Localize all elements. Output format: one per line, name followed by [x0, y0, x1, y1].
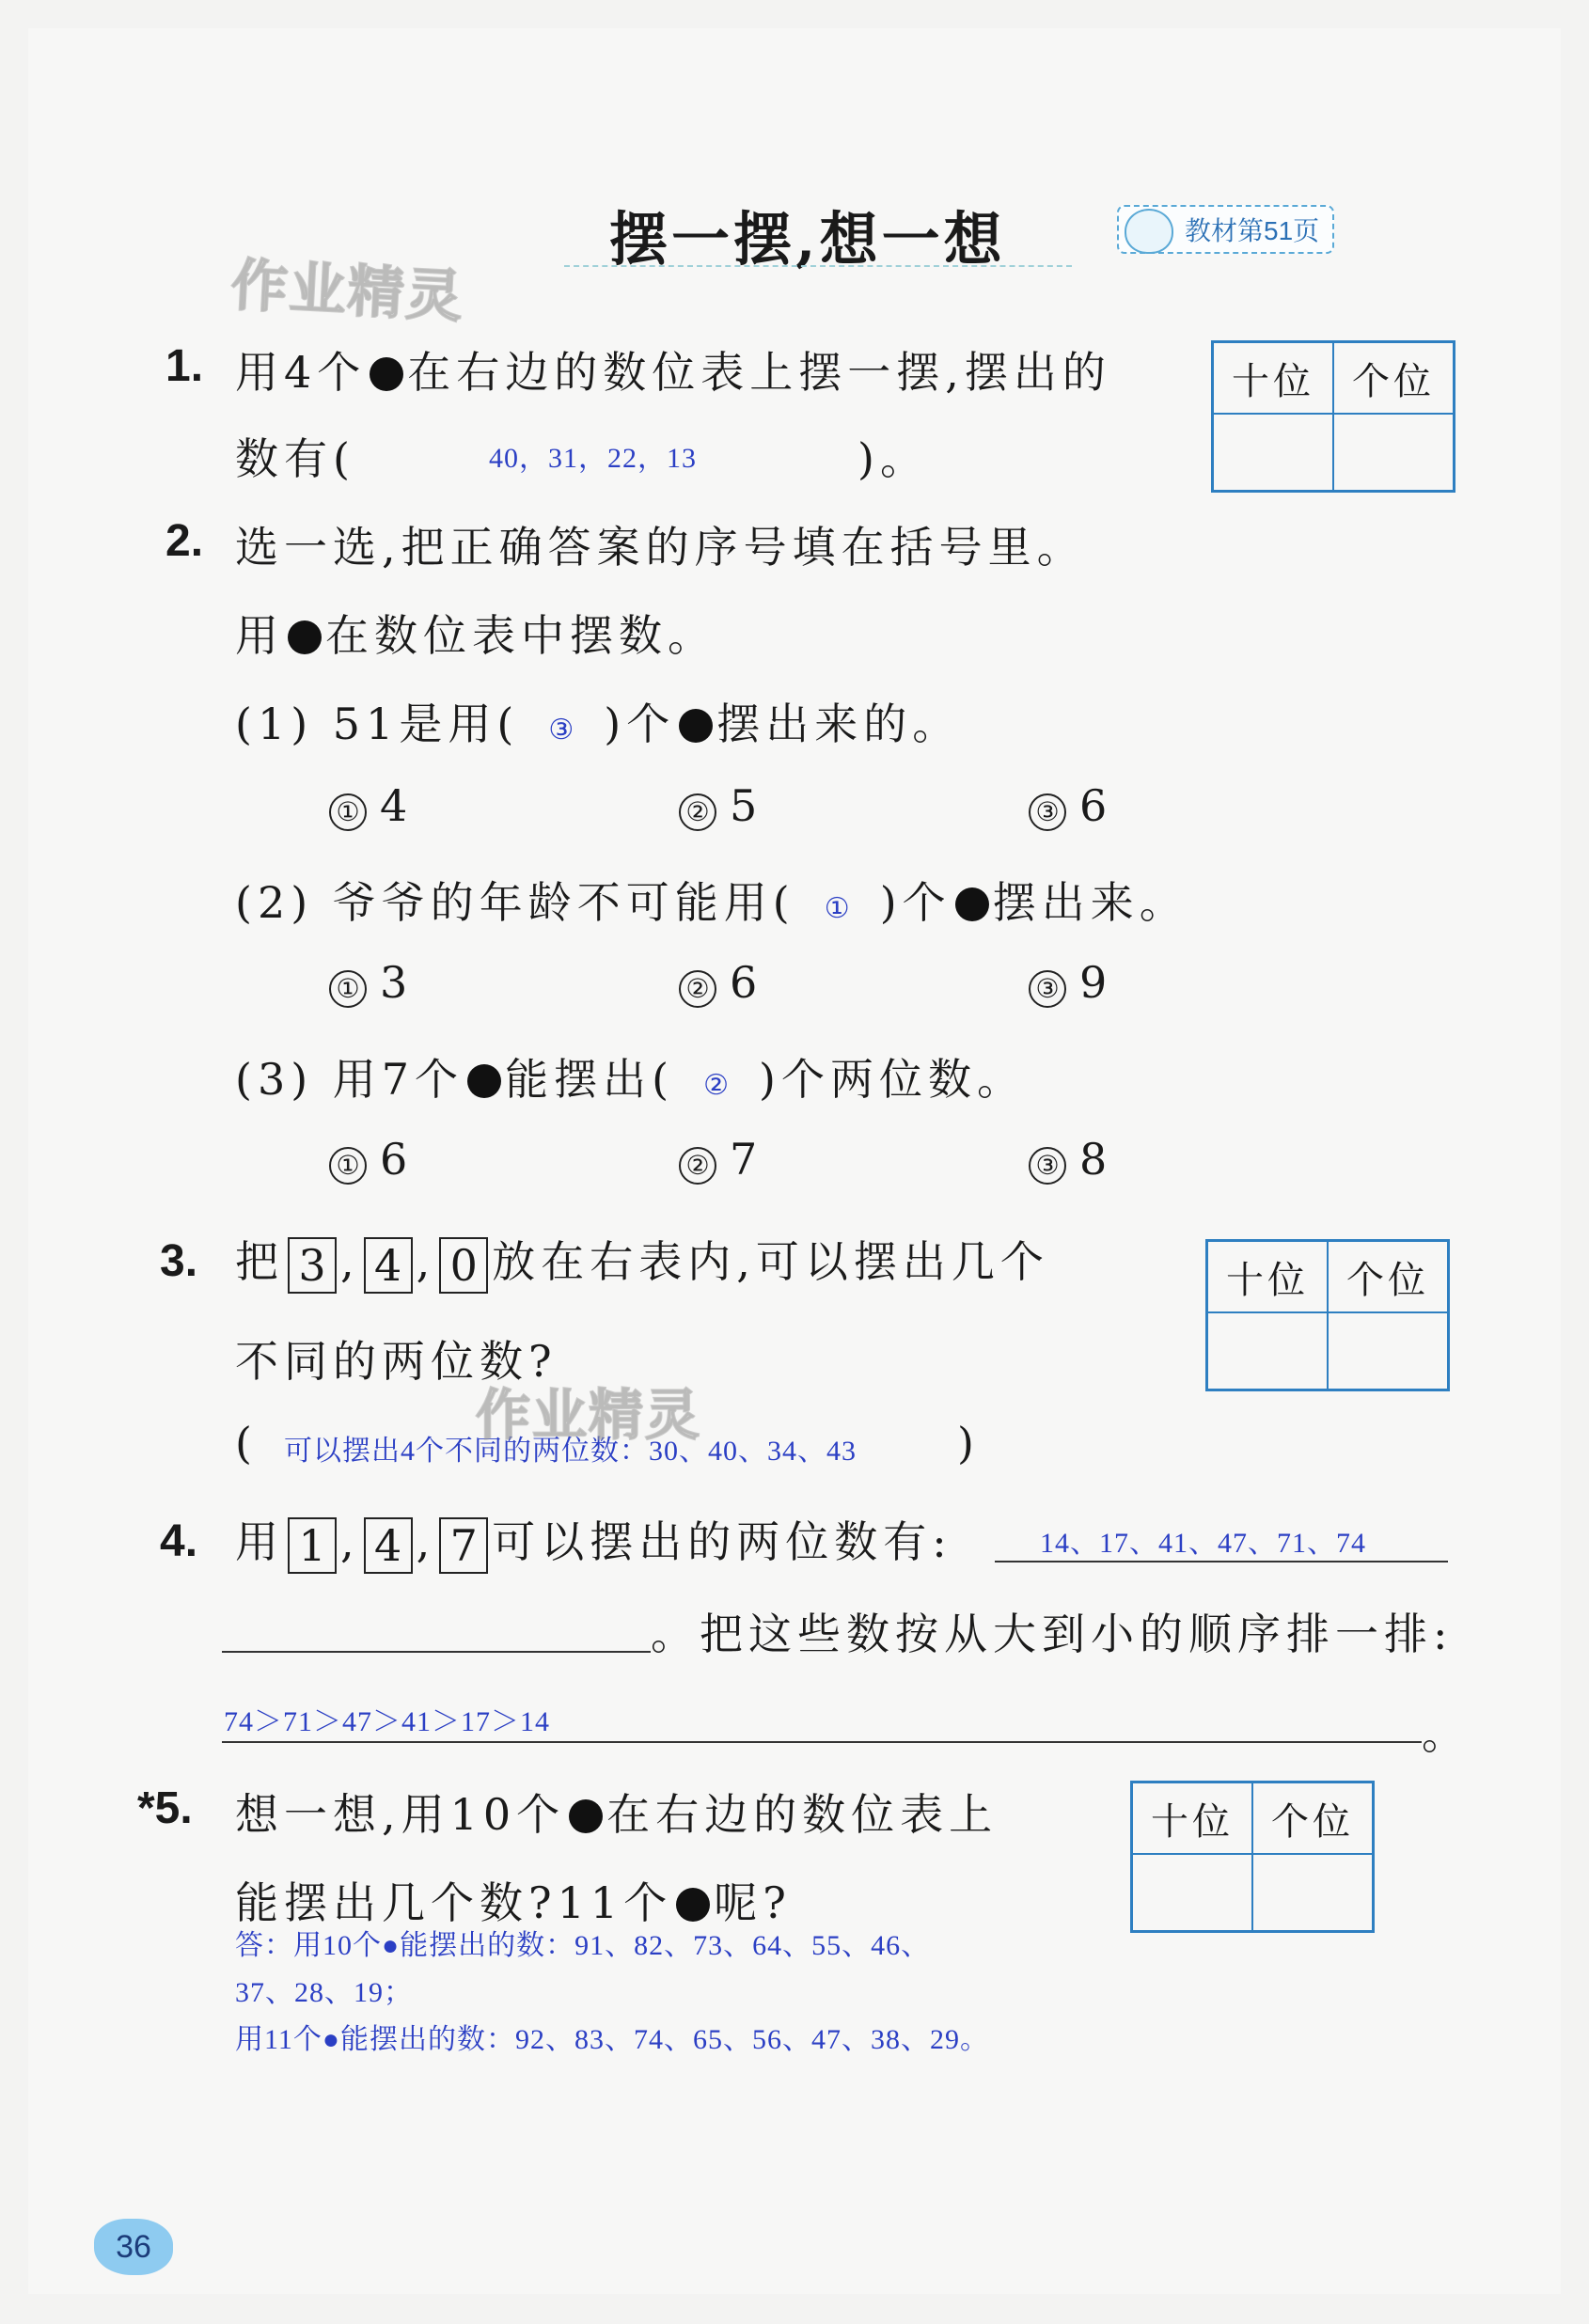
q5-line2-a: 能摆出几个数?11个 [235, 1877, 673, 1928]
q2-sub3-answer: ② [703, 1070, 730, 1101]
q1-line1 [235, 338, 1111, 400]
q5-line1 [235, 1781, 998, 1843]
q2-sub1-option-2: ② 5 [679, 780, 763, 831]
watermark: 作业精灵 [229, 252, 466, 331]
tens-cell [1213, 414, 1334, 492]
q3-number: 3. [160, 1236, 198, 1286]
digit-card-7: 7 [439, 1517, 488, 1574]
black-bead-icon [569, 1799, 603, 1833]
black-bead-icon [955, 887, 989, 921]
ones-cell [1333, 414, 1455, 492]
q4-end: 。 [1422, 1708, 1471, 1759]
tens-header: 十位 [1213, 342, 1334, 415]
q3-paren-open: ( [235, 1418, 258, 1468]
q1-answer: 40，31，22，13 [489, 443, 697, 474]
q2-sub3-option-3: ③ 8 [1029, 1134, 1112, 1185]
q2-line2-b: 在数位表中摆数。 [325, 610, 716, 661]
q2-sub2-answer: ① [824, 893, 851, 924]
ones-header: 个位 [1328, 1241, 1449, 1313]
q2-line2 [235, 602, 716, 664]
page-title: 摆一摆,想一想 [609, 205, 1006, 274]
place-value-table-3 [1130, 1781, 1375, 1933]
q2-sub3-option-2: ② 7 [679, 1134, 763, 1185]
q1-line2-end: )。 [857, 433, 929, 484]
q2-instruction: 选一选,把正确答案的序号填在括号里。 [235, 522, 1086, 573]
title-underline [564, 265, 1072, 267]
ones-cell [1252, 1854, 1374, 1932]
q4-number: 4. [160, 1516, 198, 1566]
q4-post: 可以摆出的两位数有: [492, 1516, 952, 1567]
digit-card-4: 4 [364, 1517, 413, 1574]
tens-cell [1132, 1854, 1253, 1932]
q2-sub2-tail-b: 摆出来。 [992, 877, 1188, 928]
digit-card-4: 4 [364, 1237, 413, 1294]
q2-sub2-option-1: ① 3 [329, 957, 413, 1008]
q2-sub1-answer: ③ [548, 714, 575, 746]
q2-sub1-label: (1) 51是用( [235, 699, 520, 749]
q4-pre: 用 [235, 1516, 284, 1567]
q2-sub3-tail: )个两位数。 [759, 1054, 1026, 1105]
q1-number: 1. [165, 341, 204, 391]
q1-text-a: 用4个 [235, 347, 367, 398]
q3-line2: 不同的两位数? [235, 1336, 558, 1387]
watermark: 作业精灵 [476, 1383, 702, 1447]
q4-line2: 。把这些数按从大到小的顺序排一排: [651, 1609, 1454, 1659]
q5-line1-b: 在右边的数位表上 [606, 1789, 999, 1840]
q2-sub3 [235, 1045, 1026, 1107]
q2-sub1-tail-a: )个 [604, 699, 676, 749]
q2-sub3-label-a: (3) 用7个 [235, 1054, 464, 1105]
q2-sub2-option-3: ③ 9 [1029, 957, 1112, 1008]
q5-answer-line-3: 用11个●能摆出的数：92、83、74、65、56、47、38、29。 [235, 2024, 990, 2055]
q4-line1: 用 1 , 4 , 7 可以摆出的两位数有: [235, 1508, 952, 1574]
black-bead-icon [288, 620, 322, 654]
q2-sub3-option-1: ① 6 [329, 1134, 413, 1185]
tens-cell [1207, 1312, 1329, 1390]
q2-sub1-tail-b: 摆出来的。 [716, 699, 962, 749]
q5-line2-b: 呢? [714, 1877, 792, 1928]
q3-answer: 可以摆出4个不同的两位数：30、40、34、43 [284, 1436, 857, 1467]
black-bead-icon [676, 1888, 710, 1922]
q2-line2-a: 用 [235, 610, 284, 661]
place-value-table-1 [1211, 340, 1455, 493]
tens-header: 十位 [1207, 1241, 1329, 1313]
q2-sub1 [235, 690, 961, 752]
page-number: 36 [94, 2219, 173, 2275]
q3-paren-close: ) [957, 1418, 980, 1468]
tens-header: 十位 [1132, 1782, 1253, 1855]
q4-answer-order: 74＞71＞47＞41＞17＞14 [224, 1706, 550, 1737]
q4-answer-line-2 [222, 1651, 651, 1653]
digit-card-3: 3 [288, 1237, 337, 1294]
q2-sub2-option-2: ② 6 [679, 957, 763, 1008]
q4-answer-line-3 [222, 1741, 1422, 1743]
black-bead-icon [467, 1064, 501, 1098]
q2-sub3-label-b: 能摆出( [505, 1054, 675, 1105]
q3-pre: 把 [235, 1236, 284, 1287]
ones-cell [1328, 1312, 1449, 1390]
q5-line1-a: 想一想,用10个 [235, 1789, 566, 1840]
textbook-reference-badge [1117, 205, 1334, 254]
ones-header: 个位 [1333, 342, 1455, 415]
q2-sub2 [235, 869, 1188, 931]
textbook-reference: 教材第51页 [1185, 216, 1320, 245]
q4-answer-numbers: 14、17、41、47、71、74 [1040, 1528, 1366, 1559]
black-bead-icon [679, 709, 713, 743]
digit-card-0: 0 [439, 1237, 488, 1294]
q4-answer-line-1 [995, 1561, 1448, 1562]
q1-line2-start: 数有( [235, 433, 355, 484]
digit-card-1: 1 [288, 1517, 337, 1574]
q3-line1: 把 3 , 4 , 0 放在右表内,可以摆出几个 [235, 1228, 1049, 1294]
q2-sub2-tail-a: )个 [879, 877, 952, 928]
q1-text-b: 在右边的数位表上摆一摆,摆出的 [407, 347, 1111, 398]
place-value-table-2 [1205, 1239, 1450, 1391]
q2-sub1-option-1: ① 4 [329, 780, 413, 831]
q5-number: *5. [137, 1783, 193, 1833]
q5-answer-line-2: 37、28、19； [235, 1977, 413, 2008]
q2-number: 2. [165, 516, 204, 566]
q3-post: 放在右表内,可以摆出几个 [492, 1236, 1049, 1287]
q5-answer-line-1: 答：用10个●能摆出的数：91、82、73、64、55、46、 [235, 1930, 931, 1961]
bear-icon [1125, 209, 1173, 254]
ones-header: 个位 [1252, 1782, 1374, 1855]
black-bead-icon [370, 357, 403, 391]
q2-sub1-option-3: ③ 6 [1029, 780, 1112, 831]
q2-sub2-label: (2) 爷爷的年龄不可能用( [235, 877, 795, 928]
